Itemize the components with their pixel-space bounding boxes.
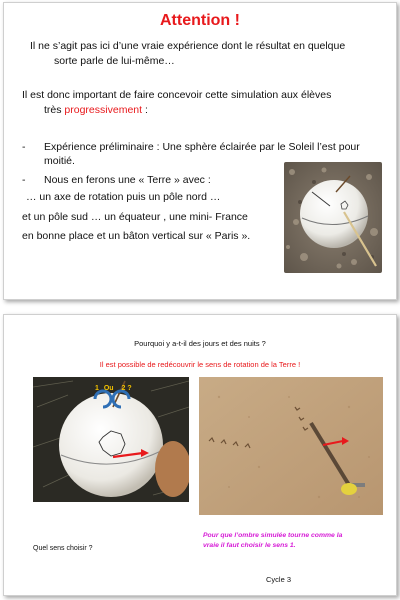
sphere-photo-image: [284, 162, 382, 273]
shadow-sand-photo: [199, 377, 383, 515]
bullet-2: Nous en ferons une « Terre » avec :: [44, 174, 211, 186]
label-1: 1: [95, 385, 99, 392]
paragraph-2-line-1: Il est donc important de faire concevoir cette simulation aux élèves: [22, 89, 332, 101]
conclusion-line-2: vraie il faut choisir le sens 1.: [203, 542, 296, 549]
slide-attention: [3, 2, 397, 300]
label-2: 2 ?: [121, 385, 132, 392]
slide-title: Attention !: [160, 12, 240, 29]
bullet-dash-1: -: [22, 141, 26, 153]
bullet-1-line-2: moitié.: [44, 155, 75, 167]
list-line-1: … un axe de rotation puis un pôle nord …: [26, 191, 221, 203]
left-caption: Quel sens choisir ?: [33, 545, 93, 552]
paragraph-2-end: :: [142, 104, 148, 116]
paragraph-2-plain: très: [44, 104, 65, 116]
slide-jours-nuits: [3, 314, 397, 596]
shadow-sand-image: [199, 377, 383, 515]
rotation-statement: Il est possible de redécouvrir le sens de rotation de la Terre !: [99, 360, 301, 369]
paragraph-2-line-2: [44, 104, 148, 118]
paragraph-1-line-1: Il ne s’agit pas ici d’une vraie expérience dont le résultat en quelque: [30, 40, 346, 52]
list-line-3: en bonne place et un bâton vertical sur « Paris ».: [22, 230, 251, 242]
list-line-2: et un pôle sud … un équateur , une mini- France: [22, 211, 248, 223]
cycle-label: Cycle 3: [266, 575, 292, 584]
conclusion-line-1: Pour que l’ombre simulée tourne comme la: [203, 532, 343, 539]
ball-rotation-photo: [33, 377, 189, 502]
paragraph-1-line-2: sorte parle de lui-même…: [54, 55, 175, 67]
conclusion-text: [203, 531, 393, 551]
slide-question: Pourquoi y a-t-il des jours et des nuits ?: [134, 339, 266, 348]
ball-label: [95, 385, 132, 392]
bullet-1-line-1: Expérience préliminaire : Une sphère éclairée par le Soleil l’est pour: [44, 141, 360, 153]
sphere-photo: [284, 162, 382, 273]
highlight-progressivement: progressivement: [64, 104, 143, 116]
ball-rotation-image: [33, 377, 189, 502]
label-ou: Ou: [103, 385, 114, 392]
bullet-dash-2: -: [22, 174, 26, 186]
